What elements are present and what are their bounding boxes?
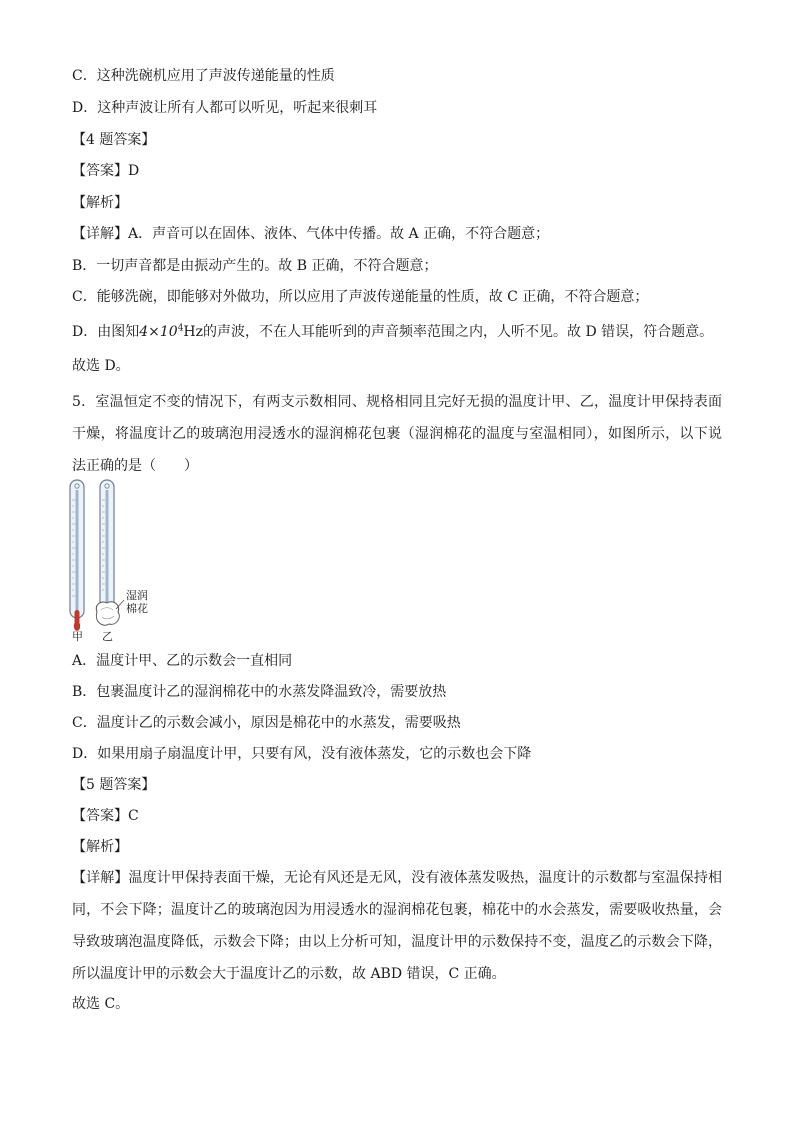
q5-answer: 【答案】C (72, 808, 139, 824)
label-yi: 乙 (102, 630, 113, 643)
q5-option-d: D．如果用扇子扇温度计甲，只要有风，没有液体蒸发，它的示数也会下降 (72, 746, 532, 762)
q5-analysis-label: 【解析】 (72, 839, 128, 855)
q5-detail: 【详解】温度计甲保持表面干燥，无论有风还是无风，没有液体蒸发吸热，温度计的示数都与室温保持相同，不会下降；温度计乙的玻璃泡因为用浸透水的湿润棉花包裹，棉花中的水会蒸发，需要吸收热量，会导致玻璃泡温度降低，示数会下降；由以上分析可知，温度计甲的示数保持不变，温度乙的示数会下降，所以温度计甲的示数会大于温度计乙的示数，故 ABD 错误，C 正确。 (72, 870, 722, 982)
q5-option-a: A．温度计甲、乙的示数会一直相同 (72, 653, 293, 669)
thermometers-illustration (66, 476, 176, 646)
label-jia: 甲 (72, 630, 83, 643)
q4-conclusion: 故选 D。 (72, 358, 130, 374)
q4-answer: 【答案】D (72, 163, 140, 179)
q4-detail-c: C．能够洗碗，即能够对外做功，所以应用了声波传递能量的性质，故 C 正确，不符合题意； (72, 289, 649, 305)
q5-answer-header: 【5 题答案】 (72, 777, 156, 793)
q4-detail-d (72, 322, 713, 342)
q4-answer-header: 【4 题答案】 (72, 132, 156, 148)
q4-detail-d-suffix: 的声波，不在人耳能听到的声音频率范围之内，人听不见。故 D 错误，符合题意。 (203, 324, 714, 340)
q4-detail-b: B．一切声音都是由振动产生的。故 B 正确，不符合题意； (72, 258, 438, 274)
q5-stem: 5．室温恒定不变的情况下，有两支示数相同、规格相同且完好无损的温度计甲、乙，温度计甲保持表面干燥，将温度计乙的玻璃泡用浸透水的湿润棉花包裹（湿润棉花的温度与室温相同），如图所示，以下说法正确的是（ ） (72, 394, 722, 474)
thermometer-jia (70, 480, 84, 631)
q4-frequency-unit: Hz (183, 324, 204, 340)
q4-option-c: C．这种洗碗机应用了声波传递能量的性质 (72, 68, 335, 84)
q4-analysis-label: 【解析】 (72, 195, 128, 211)
q4-frequency-exponent: 4 (177, 323, 184, 334)
thermometer-figure (66, 476, 176, 646)
thermometer-yi (96, 480, 124, 625)
q5-option-c: C．温度计乙的示数会减小，原因是棉花中的水蒸发，需要吸热 (72, 715, 461, 731)
q5-option-b: B．包裹温度计乙的湿润棉花中的水蒸发降温致冷，需要放热 (72, 684, 447, 700)
label-wet-cotton-line2: 棉花 (126, 602, 148, 615)
label-wet-cotton-line1: 湿润 (126, 589, 148, 602)
q4-option-d: D．这种声波让所有人都可以听见，听起来很刺耳 (72, 100, 378, 116)
q4-frequency-base: 4×10 (139, 324, 178, 340)
q5-conclusion: 故选 C。 (72, 996, 130, 1012)
q4-detail-d-prefix: D．由图知 (72, 324, 140, 340)
q4-detail-a: 【详解】A．声音可以在固体、液体、气体中传播。故 A 正确，不符合题意； (72, 226, 550, 242)
